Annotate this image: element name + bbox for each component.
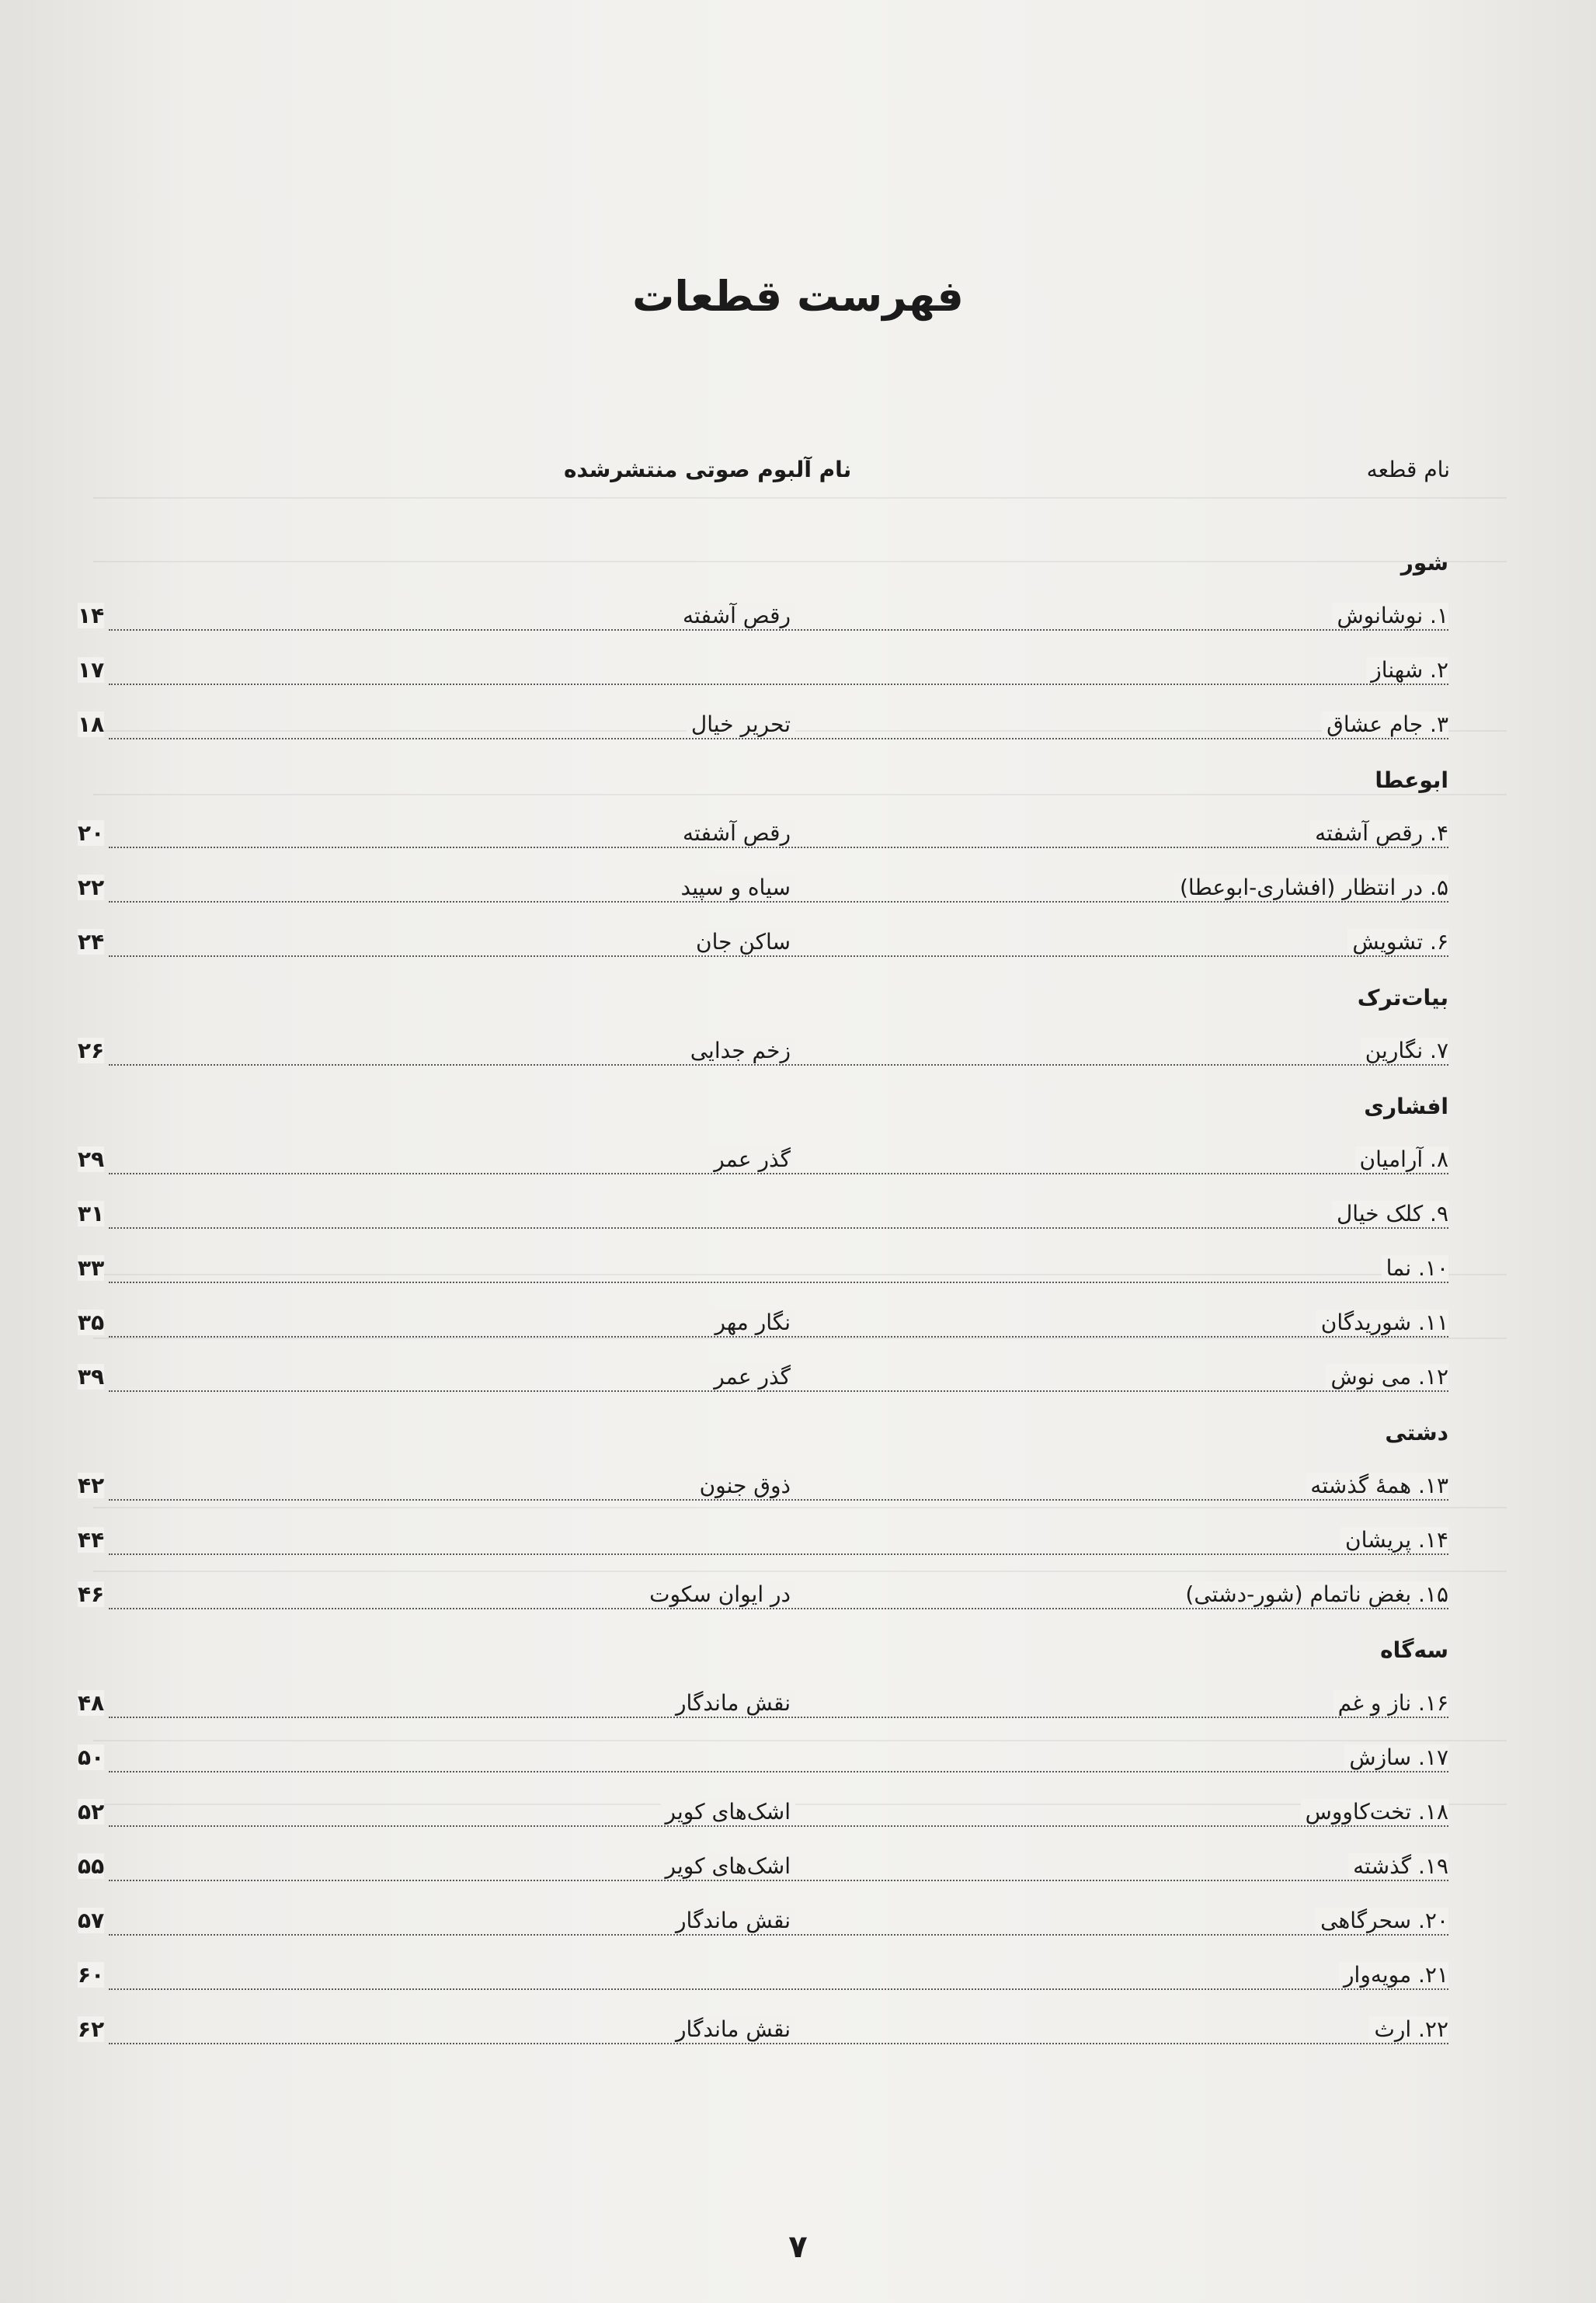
toc-entry[interactable] — [0, 1841, 1596, 1895]
entry-page-number: ۵۲ — [78, 1799, 105, 1825]
dot-leader — [109, 1390, 1448, 1392]
toc-entry[interactable] — [0, 699, 1596, 753]
album-name: اشک‌های کویر — [661, 1853, 795, 1879]
dot-leader — [109, 684, 1448, 685]
toc-entry[interactable] — [0, 1950, 1596, 2004]
entry-page-number: ۴۲ — [78, 1473, 105, 1498]
dot-leader — [109, 1608, 1448, 1609]
piece-name: ۱۶. ناز و غم — [1333, 1690, 1448, 1716]
album-name: رقص آشفته — [678, 820, 795, 846]
piece-name: ۹. کلک خیال — [1332, 1201, 1448, 1226]
piece-name: ۱۸. تخت‌کاووس — [1301, 1799, 1448, 1825]
section-title: بیات‌ترک — [1357, 985, 1448, 1011]
toc-entry[interactable] — [0, 1732, 1596, 1786]
entry-page-number: ۲۴ — [78, 929, 105, 955]
album-name: رقص آشفته — [678, 603, 795, 628]
entry-page-number: ۶۲ — [78, 2016, 105, 2042]
piece-name: ۲۰. سحرگاهی — [1316, 1908, 1448, 1933]
section-title: دشتی — [1385, 1420, 1448, 1445]
toc-entry[interactable] — [0, 645, 1596, 699]
album-name: نقش ماندگار — [671, 1908, 795, 1933]
album-name: ذوق جنون — [695, 1473, 795, 1498]
page-number: ۷ — [788, 2229, 808, 2265]
piece-name: ۱۰. نما — [1382, 1255, 1448, 1281]
entry-page-number: ۲۰ — [78, 820, 105, 846]
toc-entry[interactable] — [0, 1895, 1596, 1950]
entry-page-number: ۶۰ — [78, 1962, 105, 1988]
entry-page-number: ۳۱ — [78, 1201, 105, 1226]
entry-page-number: ۲۲ — [78, 875, 105, 900]
album-name: تحریر خیال — [687, 711, 795, 737]
entry-page-number: ۲۶ — [78, 1038, 105, 1063]
dot-leader — [109, 1771, 1448, 1772]
piece-name: ۲۲. ارث — [1369, 2016, 1448, 2042]
piece-name: ۱. نوشانوش — [1332, 603, 1448, 628]
entry-page-number: ۴۸ — [78, 1690, 105, 1716]
toc-entry[interactable] — [0, 1025, 1596, 1080]
toc-entry[interactable] — [0, 1460, 1596, 1515]
column-header-piece-name: نام قطعه — [1366, 457, 1450, 482]
piece-name: ۱۹. گذشته — [1348, 1853, 1448, 1879]
section-title: افشاری — [1364, 1094, 1448, 1119]
toc-entry[interactable] — [0, 862, 1596, 917]
section-title: سه‌گاه — [1380, 1637, 1448, 1663]
piece-name: ۴. رقص آشفته — [1310, 820, 1448, 846]
entry-page-number: ۱۸ — [78, 711, 105, 737]
dot-leader — [109, 1173, 1448, 1174]
album-name: در ایوان سکوت — [645, 1581, 795, 1607]
toc-entry[interactable] — [0, 808, 1596, 862]
entry-page-number: ۵۷ — [78, 1908, 105, 1933]
toc-entry[interactable] — [0, 1297, 1596, 1352]
dot-leader — [109, 1880, 1448, 1881]
toc-entry[interactable] — [0, 590, 1596, 645]
dot-leader — [109, 847, 1448, 848]
piece-name: ۱۲. می نوش — [1326, 1364, 1448, 1390]
entry-page-number: ۴۴ — [78, 1527, 105, 1553]
album-name: گذر عمر — [709, 1364, 795, 1390]
entry-page-number: ۱۷ — [78, 657, 105, 683]
dot-leader — [109, 1934, 1448, 1936]
toc-entry[interactable] — [0, 1188, 1596, 1243]
toc-entry[interactable] — [0, 1786, 1596, 1841]
album-name: نقش ماندگار — [671, 2016, 795, 2042]
album-name: ساکن جان — [691, 929, 795, 955]
album-name: گذر عمر — [709, 1146, 795, 1172]
dot-leader — [109, 1064, 1448, 1066]
piece-name: ۱۴. پریشان — [1340, 1527, 1448, 1553]
dot-leader — [109, 1282, 1448, 1283]
piece-name: ۱۵. بغض ناتمام (شور-دشتی) — [1180, 1581, 1448, 1607]
album-name: نگار مهر — [710, 1310, 795, 1335]
page-title: فهرست قطعات — [632, 272, 964, 321]
entry-page-number: ۳۵ — [78, 1310, 105, 1335]
piece-name: ۶. تشویش — [1347, 929, 1448, 955]
entry-page-number: ۴۶ — [78, 1581, 105, 1607]
album-name: سیاه و سپید — [676, 875, 796, 900]
album-name: اشک‌های کویر — [661, 1799, 795, 1825]
dot-leader — [109, 1988, 1448, 1990]
toc-entry[interactable] — [0, 1678, 1596, 1732]
album-name: نقش ماندگار — [671, 1690, 795, 1716]
piece-name: ۱۱. شوریدگان — [1316, 1310, 1448, 1335]
section-title: شور — [1400, 550, 1448, 576]
toc-entry[interactable] — [0, 1515, 1596, 1569]
dot-leader — [109, 955, 1448, 957]
piece-name: ۳. جام عشاق — [1322, 711, 1448, 737]
toc-entry[interactable] — [0, 1243, 1596, 1297]
dot-leader — [109, 1227, 1448, 1229]
section-title: ابوعطا — [1375, 767, 1448, 793]
entry-page-number: ۵۰ — [78, 1745, 105, 1770]
dot-leader — [109, 2043, 1448, 2044]
piece-name: ۷. نگارین — [1361, 1038, 1448, 1063]
piece-name: ۸. آرامیان — [1355, 1146, 1448, 1172]
dot-leader — [109, 1717, 1448, 1718]
toc-entry[interactable] — [0, 1134, 1596, 1188]
piece-name: ۱۷. سازش — [1344, 1745, 1448, 1770]
toc-entry[interactable] — [0, 1569, 1596, 1623]
toc-entry[interactable] — [0, 2004, 1596, 2058]
piece-name: ۲. شهناز — [1366, 657, 1448, 683]
piece-name: ۵. در انتظار (افشاری-ابوعطا) — [1175, 875, 1448, 900]
table-of-contents — [0, 536, 1596, 2058]
entry-page-number: ۳۹ — [78, 1364, 105, 1390]
piece-name: ۲۱. مویه‌وار — [1339, 1962, 1448, 1988]
piece-name: ۱۳. همهٔ گذشته — [1306, 1473, 1448, 1498]
entry-page-number: ۱۴ — [78, 603, 105, 628]
entry-page-number: ۲۹ — [78, 1146, 105, 1172]
dot-leader — [109, 1825, 1448, 1827]
album-name: زخم جدایی — [686, 1038, 795, 1063]
dot-leader — [109, 738, 1448, 739]
entry-page-number: ۵۵ — [78, 1853, 105, 1879]
entry-page-number: ۳۳ — [78, 1255, 105, 1281]
toc-entry[interactable] — [0, 917, 1596, 971]
toc-entry[interactable] — [0, 1352, 1596, 1406]
dot-leader — [109, 1336, 1448, 1338]
column-header-album-name: نام آلبوم صوتی منتشرشده — [564, 457, 852, 482]
dot-leader — [109, 1499, 1448, 1501]
dot-leader — [109, 1553, 1448, 1555]
dot-leader — [109, 901, 1448, 903]
dot-leader — [109, 629, 1448, 631]
